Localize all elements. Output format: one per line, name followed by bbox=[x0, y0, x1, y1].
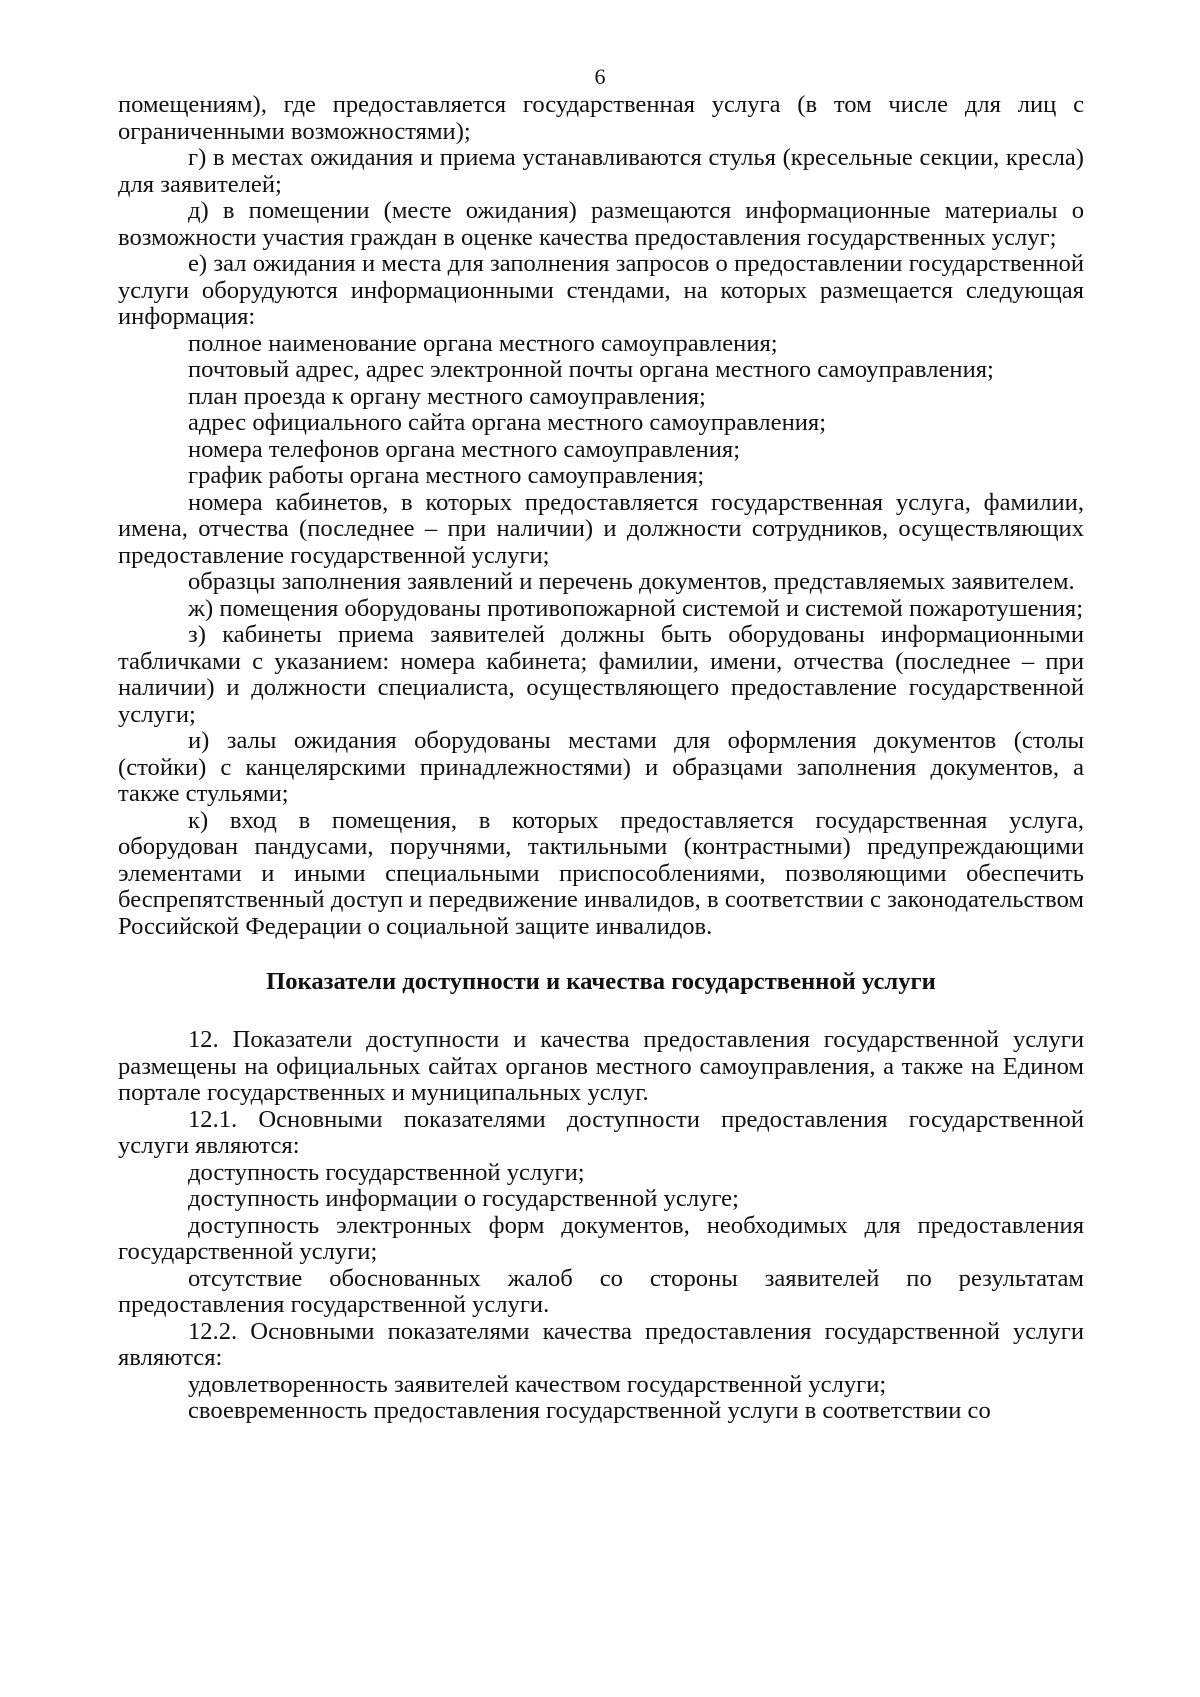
list-item: образцы заполнения заявлений и перечень документов, представляемых заявителем. bbox=[188, 568, 1075, 595]
paragraph-item-zh: ж) помещения оборудованы противопожарной системой и системой пожаротушения; bbox=[188, 594, 1084, 622]
list-item: почтовый адрес, адрес электронной почты органа местного самоуправления; bbox=[188, 356, 994, 383]
paragraph-item-z: з) кабинеты приема заявителей должны быть оборудованы информационными табличками с указанием: номера кабинета; фамилии, имени, отчества (последнее – при наличии) и должности специалиста, осуществляющего предоставление государственной услуги; bbox=[118, 621, 1084, 728]
list-item: график работы органа местного самоуправления; bbox=[188, 462, 705, 489]
paragraph-12-1: 12.1. Основными показателями доступности предоставления государственной услуги являются: bbox=[118, 1105, 1084, 1159]
paragraph-item-e: е) зал ожидания и места для заполнения запросов о предоставлении государственной услуги оборудуются информационными стендами, на которых размещается следующая информация: bbox=[118, 250, 1084, 330]
paragraph-12: 12. Показатели доступности и качества предоставления государственной услуги размещены на официальных сайтах органов местного самоуправления, а также на Едином портале государственных и муниципальных услуг. bbox=[118, 1026, 1084, 1106]
paragraph-item-g: г) в местах ожидания и приема устанавливаются стулья (кресельные секции, кресла) для заявителей; bbox=[118, 144, 1084, 198]
list-item: удовлетворенность заявителей качеством государственной услуги; bbox=[188, 1370, 887, 1398]
paragraph-item-d: д) в помещении (месте ожидания) размещаются информационные материалы о возможности участия граждан в оценке качества предоставления государственных услуг; bbox=[118, 197, 1084, 251]
list-item: план проезда к органу местного самоуправления; bbox=[188, 382, 706, 410]
paragraph-item-i: и) залы ожидания оборудованы местами для оформления документов (столы (стойки) с канцелярскими принадлежностями) и образцами заполнения документов, а также стульями; bbox=[118, 727, 1084, 807]
list-item: доступность государственной услуги; bbox=[188, 1158, 585, 1186]
paragraph: помещениям), где предоставляется государственная услуга (в том числе для лиц с ограниченными возможностями); bbox=[118, 91, 1084, 145]
page-number: 6 bbox=[594, 64, 606, 89]
section-heading: Показатели доступности и качества государственной услуги bbox=[266, 968, 936, 995]
list-item: доступность информации о государственной услуге; bbox=[188, 1185, 739, 1212]
list-item: адрес официального сайта органа местного самоуправления; bbox=[188, 409, 827, 436]
list-item: доступность электронных форм документов, необходимых для предоставления государственной услуги; bbox=[118, 1211, 1084, 1265]
document-body bbox=[118, 92, 1084, 1425]
list-item: отсутствие обоснованных жалоб со стороны заявителей по результатам предоставления государственной услуги. bbox=[118, 1264, 1084, 1318]
paragraph-item-k: к) вход в помещения, в которых предоставляется государственная услуга, оборудован пандусами, поручнями, тактильными (контрастными) предупреждающими элементами и иными специальными приспособлениями, позволяющими обеспечить беспрепятственный доступ и передвижение инвалидов, в соответствии с законодательством Российской Федерации о социальной защите инвалидов. bbox=[118, 806, 1084, 940]
list-item: своевременность предоставления государственной услуги в соответствии со bbox=[188, 1397, 991, 1424]
list-item: номера кабинетов, в которых предоставляется государственная услуга, фамилии, имена, отчества (последнее – при наличии) и должности сотрудников, осуществляющих предоставление государственной услуги; bbox=[118, 488, 1084, 569]
paragraph-12-2: 12.2. Основными показателями качества предоставления государственной услуги являются: bbox=[118, 1317, 1084, 1371]
list-item: полное наименование органа местного самоуправления; bbox=[188, 329, 778, 357]
list-item: номера телефонов органа местного самоуправления; bbox=[188, 435, 741, 463]
